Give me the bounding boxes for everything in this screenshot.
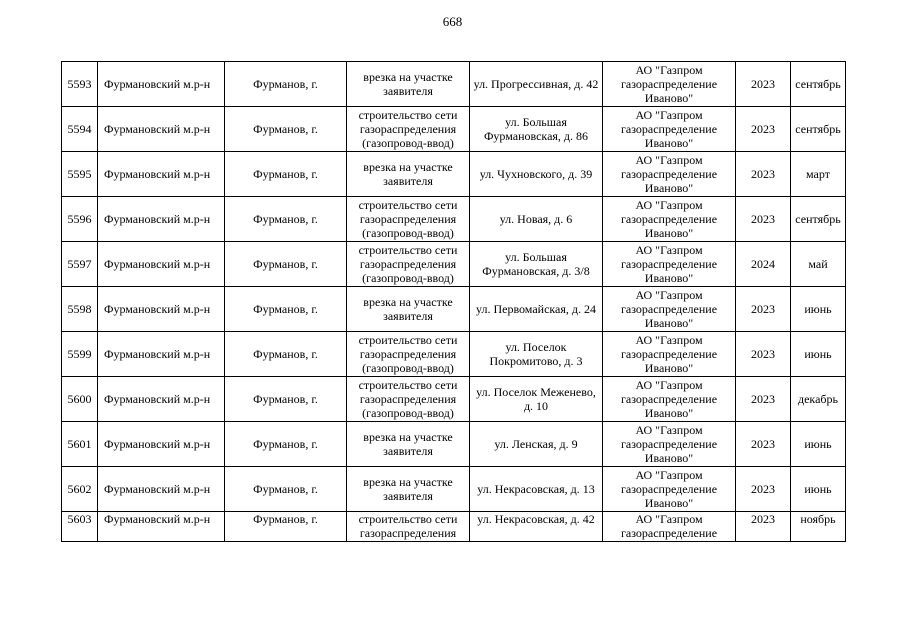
month-cell: март — [791, 152, 846, 197]
table-row — [62, 287, 846, 332]
table-row — [62, 107, 846, 152]
month-cell: сентябрь — [791, 197, 846, 242]
organization-cell: АО "Газпром газораспределение Иваново" — [603, 332, 736, 377]
row-number-cell: 5603 — [62, 512, 98, 542]
table-body — [62, 62, 846, 542]
city-cell: Фурманов, г. — [225, 332, 347, 377]
address-cell: ул. Некрасовская, д. 42 — [470, 512, 603, 542]
address-cell: ул. Прогрессивная, д. 42 — [470, 62, 603, 107]
table-row — [62, 197, 846, 242]
year-cell: 2023 — [736, 152, 791, 197]
address-cell: ул. Ленская, д. 9 — [470, 422, 603, 467]
city-cell: Фурманов, г. — [225, 242, 347, 287]
table-row — [62, 377, 846, 422]
city-cell: Фурманов, г. — [225, 512, 347, 542]
year-cell: 2023 — [736, 287, 791, 332]
district-cell: Фурмановский м.р-н — [98, 62, 225, 107]
address-cell: ул. Первомайская, д. 24 — [470, 287, 603, 332]
address-cell: ул. Большая Фурмановская, д. 3/8 — [470, 242, 603, 287]
month-cell: сентябрь — [791, 107, 846, 152]
city-cell: Фурманов, г. — [225, 107, 347, 152]
row-number-cell: 5595 — [62, 152, 98, 197]
district-cell: Фурмановский м.р-н — [98, 512, 225, 542]
organization-cell: АО "Газпром газораспределение Иваново" — [603, 377, 736, 422]
row-number-cell: 5593 — [62, 62, 98, 107]
row-number-cell: 5602 — [62, 467, 98, 512]
year-cell: 2023 — [736, 467, 791, 512]
row-number-cell: 5596 — [62, 197, 98, 242]
organization-cell: АО "Газпром газораспределение Иваново" — [603, 467, 736, 512]
address-cell: ул. Чухновского, д. 39 — [470, 152, 603, 197]
table-row — [62, 152, 846, 197]
address-cell: ул. Поселок Меженево, д. 10 — [470, 377, 603, 422]
month-cell: июнь — [791, 332, 846, 377]
month-cell: июнь — [791, 467, 846, 512]
city-cell: Фурманов, г. — [225, 152, 347, 197]
table-row — [62, 512, 846, 542]
table-row — [62, 242, 846, 287]
organization-cell: АО "Газпром газораспределение Иваново" — [603, 62, 736, 107]
work-type-cell: врезка на участке заявителя — [347, 62, 470, 107]
district-cell: Фурмановский м.р-н — [98, 197, 225, 242]
year-cell: 2024 — [736, 242, 791, 287]
district-cell: Фурмановский м.р-н — [98, 422, 225, 467]
month-cell: сентябрь — [791, 62, 846, 107]
year-cell: 2023 — [736, 422, 791, 467]
year-cell: 2023 — [736, 512, 791, 542]
table-row — [62, 467, 846, 512]
table-row — [62, 422, 846, 467]
work-type-cell: строительство сети газораспределения — [347, 512, 470, 542]
month-cell: декабрь — [791, 377, 846, 422]
address-cell: ул. Новая, д. 6 — [470, 197, 603, 242]
district-cell: Фурмановский м.р-н — [98, 377, 225, 422]
work-type-cell: врезка на участке заявителя — [347, 422, 470, 467]
district-cell: Фурмановский м.р-н — [98, 467, 225, 512]
organization-cell: АО "Газпром газораспределение Иваново" — [603, 152, 736, 197]
row-number-cell: 5594 — [62, 107, 98, 152]
organization-cell: АО "Газпром газораспределение Иваново" — [603, 242, 736, 287]
work-type-cell: врезка на участке заявителя — [347, 152, 470, 197]
organization-cell: АО "Газпром газораспределение — [603, 512, 736, 542]
organization-cell: АО "Газпром газораспределение Иваново" — [603, 197, 736, 242]
work-type-cell: врезка на участке заявителя — [347, 287, 470, 332]
year-cell: 2023 — [736, 62, 791, 107]
work-type-cell: строительство сети газораспределения (газопровод-ввод) — [347, 242, 470, 287]
table-row — [62, 332, 846, 377]
month-cell: май — [791, 242, 846, 287]
work-type-cell: строительство сети газораспределения (газопровод-ввод) — [347, 197, 470, 242]
year-cell: 2023 — [736, 332, 791, 377]
organization-cell: АО "Газпром газораспределение Иваново" — [603, 287, 736, 332]
page-number: 668 — [442, 14, 463, 29]
district-cell: Фурмановский м.р-н — [98, 332, 225, 377]
year-cell: 2023 — [736, 197, 791, 242]
row-number-cell: 5601 — [62, 422, 98, 467]
address-cell: ул. Некрасовская, д. 13 — [470, 467, 603, 512]
row-number-cell: 5599 — [62, 332, 98, 377]
row-number-cell: 5600 — [62, 377, 98, 422]
organization-cell: АО "Газпром газораспределение Иваново" — [603, 107, 736, 152]
gas-connection-table — [61, 61, 846, 542]
year-cell: 2023 — [736, 377, 791, 422]
city-cell: Фурманов, г. — [225, 62, 347, 107]
district-cell: Фурмановский м.р-н — [98, 242, 225, 287]
work-type-cell: строительство сети газораспределения (газопровод-ввод) — [347, 107, 470, 152]
table-row — [62, 62, 846, 107]
month-cell: ноябрь — [791, 512, 846, 542]
row-number-cell: 5597 — [62, 242, 98, 287]
city-cell: Фурманов, г. — [225, 467, 347, 512]
year-cell: 2023 — [736, 107, 791, 152]
city-cell: Фурманов, г. — [225, 197, 347, 242]
district-cell: Фурмановский м.р-н — [98, 107, 225, 152]
organization-cell: АО "Газпром газораспределение Иваново" — [603, 422, 736, 467]
address-cell: ул. Поселок Покромитово, д. 3 — [470, 332, 603, 377]
work-type-cell: врезка на участке заявителя — [347, 467, 470, 512]
work-type-cell: строительство сети газораспределения (газопровод-ввод) — [347, 377, 470, 422]
city-cell: Фурманов, г. — [225, 422, 347, 467]
work-type-cell: строительство сети газораспределения (газопровод-ввод) — [347, 332, 470, 377]
month-cell: июнь — [791, 422, 846, 467]
district-cell: Фурмановский м.р-н — [98, 152, 225, 197]
city-cell: Фурманов, г. — [225, 377, 347, 422]
district-cell: Фурмановский м.р-н — [98, 287, 225, 332]
city-cell: Фурманов, г. — [225, 287, 347, 332]
month-cell: июнь — [791, 287, 846, 332]
row-number-cell: 5598 — [62, 287, 98, 332]
address-cell: ул. Большая Фурмановская, д. 86 — [470, 107, 603, 152]
